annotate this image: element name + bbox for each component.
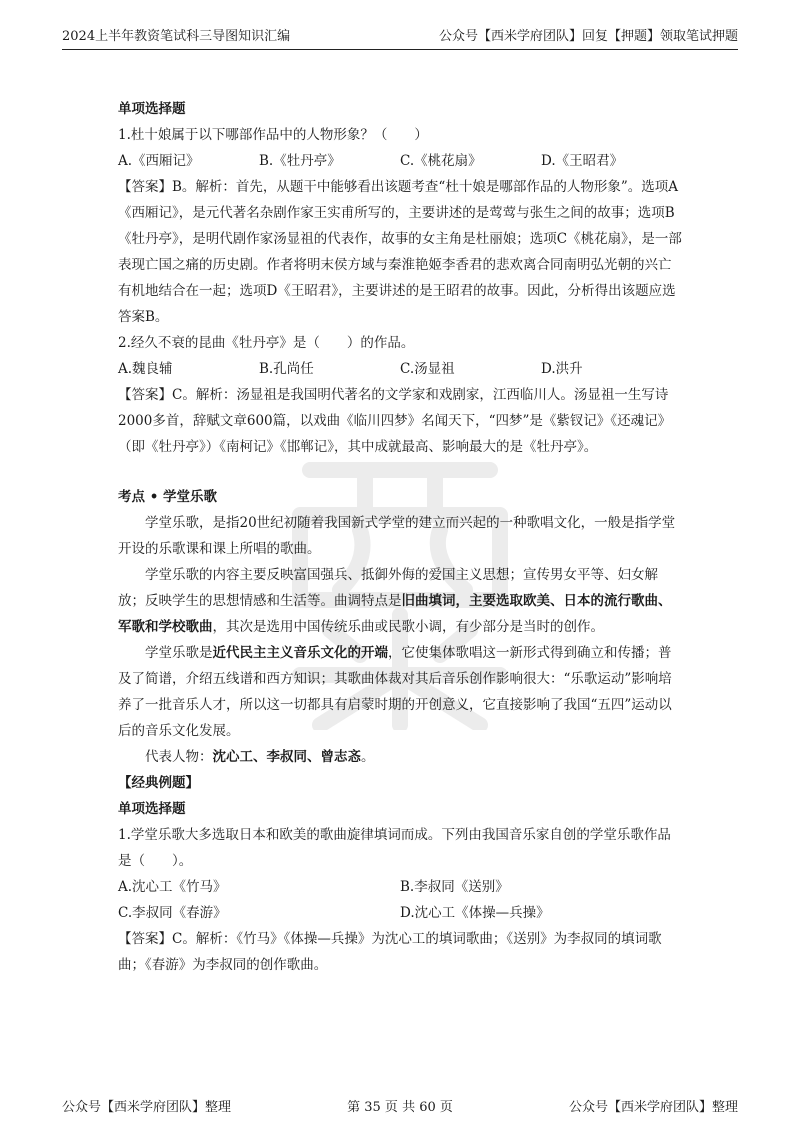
option-a: A.魏良辅 <box>118 361 173 377</box>
option-a: A.沈心工《竹马》 <box>118 879 227 895</box>
emphasis-text: 沈心工、李叔同、曾志忞 <box>212 749 361 765</box>
question-2-options <box>118 356 682 382</box>
example-options-row-1 <box>118 874 682 900</box>
option-c: C.汤显祖 <box>400 361 455 377</box>
emphasis-text: 旧曲填词，主要选取欧美、日本的流行歌曲、军歌和学校歌曲 <box>118 593 672 635</box>
sub-heading: 单项选择题 <box>118 801 186 817</box>
option-d: D.《王昭君》 <box>541 153 624 169</box>
example-question-1: 1.学堂乐歌大多选取日本和欧美的歌曲旋律填词而成。下列由我国音乐家自创的学堂乐歌作品是（ ）。 <box>118 827 671 869</box>
example-label: 【经典例题】 <box>118 775 199 791</box>
option-a: A.《西厢记》 <box>118 153 200 169</box>
option-c: C.《桃花扇》 <box>400 153 482 169</box>
page-footer <box>62 1098 738 1118</box>
answer-1: 【答案】B。解析：首先，从题干中能够看出该题考查“杜十娘是哪部作品的人物形象”。选项A《西厢记》，是元代著名杂剧作家王实甫所写的，主要讲述的是莺莺与张生之间的故事；选项B《牡丹亭》，是明代剧作家汤显祖的代表作，故事的女主角是杜丽娘；选项C《桃花扇》，是一部表现亡国之痛的历史剧。作者将明末侯方域与秦淮艳姬李香君的悲欢离合同南明弘光朝的兴亡有机地结合在一起；选项D《王昭君》，主要讲述的是王昭君的故事。因此，分析得出该题应选答案B。 <box>118 179 682 325</box>
answer-2: 【答案】C。解析：汤显祖是我国明代著名的文学家和戏剧家，江西临川人。汤显祖一生写诗2000多首，辞赋文章600篇，以戏曲《临川四梦》名闻天下，“四梦”是《紫钗记》《还魂记》（即《牡丹亭》）《南柯记》《邯郸记》，其中成就最高、影响最大的是《牡丹亭》。 <box>118 387 672 455</box>
example-answer-1: 【答案】C。解析：《竹马》《体操—兵操》为沈心工的填词歌曲；《送别》为李叔同的填词歌曲；《春游》为李叔同的创作歌曲。 <box>118 931 662 973</box>
topic-paragraph-3: 学堂乐歌是近代民主主义音乐文化的开端，它使集体歌唱这一新形式得到确立和传播；普及了简谱，介绍五线谱和西方知识；其歌曲体裁对其后音乐创作影响很大：“乐歌运动”影响培养了一批音乐人才，所以这一切都具有启蒙时期的开创意义，它直接影响了我国“五四”运动以后的音乐文化发展。 <box>118 645 672 739</box>
header-divider <box>62 49 738 50</box>
option-c: C.李叔同《春游》 <box>118 905 227 921</box>
example-options-row-2 <box>118 900 682 926</box>
page-content <box>118 96 682 978</box>
option-b: B.孔尚任 <box>259 361 314 377</box>
question-1: 1.杜十娘属于以下哪部作品中的人物形象？（ ） <box>118 127 428 143</box>
option-d: D.沈心工《体操—兵操》 <box>400 905 550 921</box>
section-heading: 单项选择题 <box>118 101 186 117</box>
option-b: B.《牡丹亭》 <box>259 153 341 169</box>
topic-heading: 考点 • 学堂乐歌 <box>118 489 218 505</box>
page-header <box>62 26 738 48</box>
question-2: 2.经久不衰的昆曲《牡丹亭》是（ ）的作品。 <box>118 335 415 351</box>
topic-paragraph-1: 学堂乐歌，是指20世纪初随着我国新式学堂的建立而兴起的一种歌唱文化，一般是指学堂开设的乐歌课和课上所唱的歌曲。 <box>118 515 676 557</box>
option-b: B.李叔同《送别》 <box>400 879 509 895</box>
page-number: 第 35 页 共 60 页 <box>347 1100 453 1115</box>
header-title: 2024上半年教资笔试科三导图知识汇编 <box>62 29 291 44</box>
option-d: D.洪升 <box>541 361 583 377</box>
footer-right: 公众号【西米学府团队】整理 <box>568 1100 738 1115</box>
question-1-options <box>118 148 682 174</box>
header-promo: 公众号【西米学府团队】回复【押题】领取笔试押题 <box>438 29 738 44</box>
footer-left: 公众号【西米学府团队】整理 <box>62 1100 232 1115</box>
emphasis-text: 近代民主主义音乐文化的开端 <box>212 645 388 661</box>
topic-paragraph-2: 学堂乐歌的内容主要反映富国强兵、抵御外侮的爱国主义思想；宣传男女平等、妇女解放；反映学生的思想情感和生活等。曲调特点是旧曲填词，主要选取欧美、日本的流行歌曲、军歌和学校歌曲，其次是选用中国传统乐曲或民歌小调，有少部分是当时的创作。 <box>118 567 672 635</box>
representative-figures: 代表人物：沈心工、李叔同、曾志忞。 <box>145 749 375 765</box>
